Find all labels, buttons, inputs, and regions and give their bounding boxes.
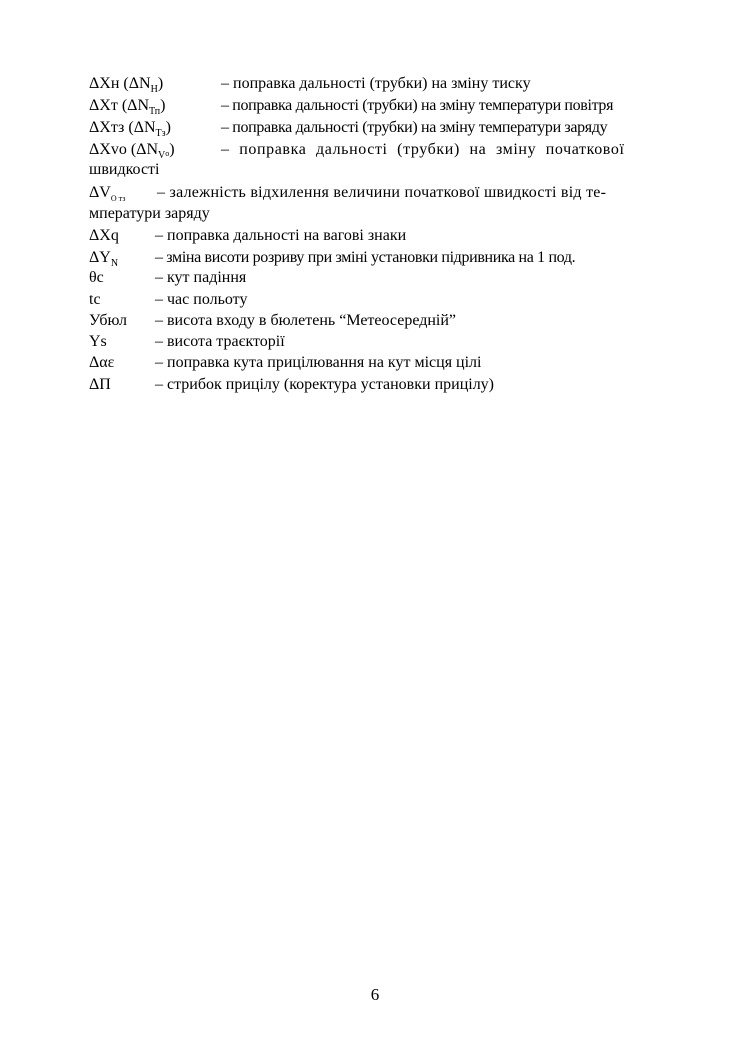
- definition-term: θс: [89, 269, 104, 286]
- definition-description: – стрибок прицілу (коректура установки прицілу): [155, 376, 495, 393]
- definition-description: – висота траєкторії: [155, 333, 285, 350]
- definition-term: tc: [89, 291, 101, 308]
- definition-description: – поправка дальності на вагові знаки: [155, 227, 407, 244]
- definition-description: – поправка дальності (трубки) на зміну початкової: [221, 141, 625, 158]
- definition-description: – час польоту: [155, 291, 248, 308]
- definition-term: ΔXq: [89, 227, 119, 244]
- definition-term: Убюл: [89, 312, 127, 329]
- definition-description: – поправка кута прицілювання на кут місця цілі: [155, 354, 482, 371]
- definition-description: – поправка дальності (трубки) на зміну температури повітря: [221, 97, 614, 114]
- definition-description-continued: мператури заряду: [89, 205, 210, 222]
- definition-term: $\Delta V_{О тз}$: [89, 184, 126, 203]
- definition-description: – поправка дальності (трубки) на зміну температури заряду: [221, 119, 608, 136]
- definition-term: ΔXvo $(\Delta N_Vо)$: [89, 141, 175, 161]
- definition-description: – висота входу в бюлетень “Метеосередній”: [155, 312, 457, 329]
- definition-term: $\Delta Y_N$: [89, 249, 119, 269]
- definition-description: – кут падіння: [155, 269, 247, 286]
- definition-term: ΔXтз $(\Delta N_{Тз})$: [89, 119, 171, 139]
- definition-description: – поправка дальності (трубки) на зміну тиску: [221, 75, 531, 92]
- definition-term: Δαε: [89, 354, 115, 371]
- definition-description: – зміна висоти розриву при зміні установки підривника на 1 под.: [155, 249, 576, 266]
- definition-term: ΔП: [89, 376, 111, 393]
- definition-description: – залежність відхилення величини початкової швидкості від те-: [157, 184, 607, 201]
- definition-description-continued: швидкості: [89, 161, 160, 178]
- definition-term: Ys: [89, 333, 107, 350]
- definition-term: ΔXт $(\Delta N_{Тп})$: [89, 97, 166, 117]
- definition-term: ΔXн $(\Delta N_Н)$: [89, 75, 164, 95]
- page-number: 6: [370, 985, 380, 1004]
